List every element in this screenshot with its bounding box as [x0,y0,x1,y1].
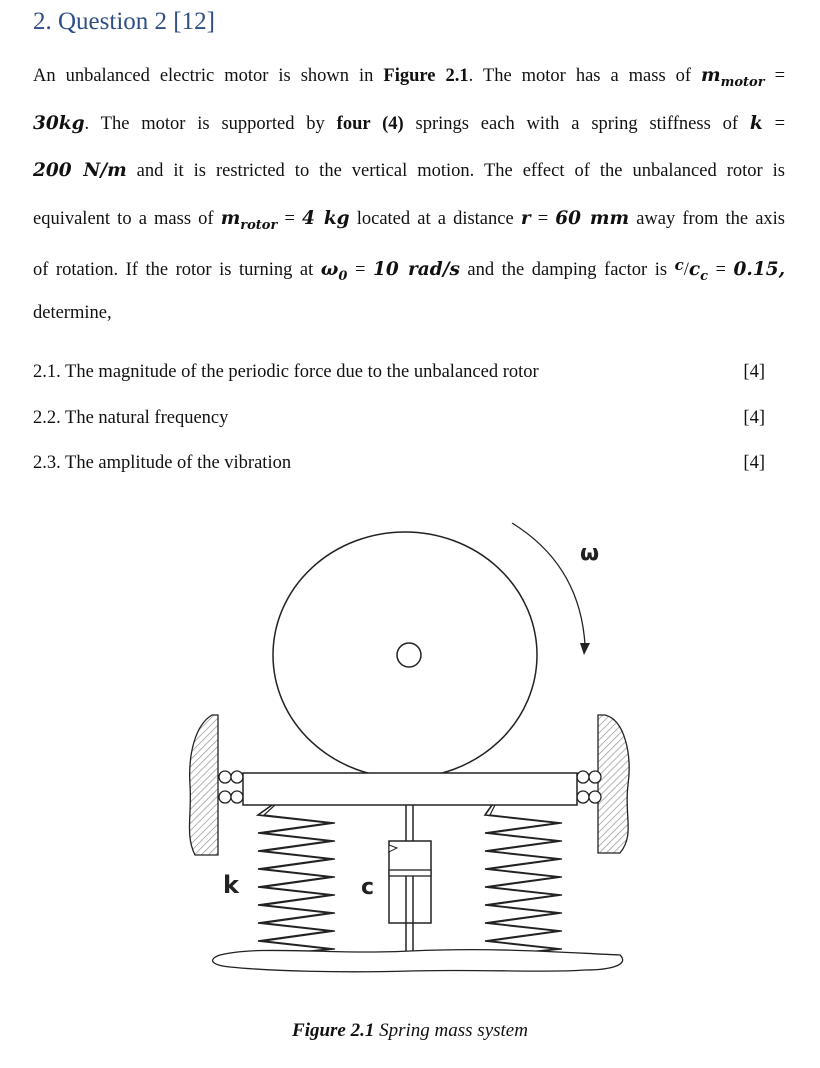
problem-statement [33,52,785,337]
right-wall [598,715,629,853]
c-label: c [361,875,375,900]
statement-line-3: 200 N/m and it is restricted to the vertical motion. The effect of the unbalanced rotor is [33,160,785,181]
motor-base-beam [243,773,577,805]
question-text: 2.2. The natural frequency [33,408,229,428]
ground [213,950,623,972]
omega-label: ω [580,541,600,566]
question-marks: [4] [743,453,765,473]
question-item [33,408,765,429]
statement-line-5: of rotation. If the rotor is turning at $\omega_0 = 10$ rad/s and the damping factor is $^c/c_c = 0.15$, [33,256,786,284]
question-marks: [4] [743,408,765,428]
question-item [33,362,765,383]
question-marks: [4] [743,362,765,382]
spring-mass-figure [180,515,640,995]
k-label: k [223,871,239,899]
left-spring [258,805,330,955]
left-wall [189,715,218,855]
figure-caption: Figure 2.1 Spring mass system [292,1020,528,1041]
rotor-axis [397,643,421,667]
question-text: 2.1. The magnitude of the periodic force due to the unbalanced rotor [33,362,539,382]
question-item [33,453,765,474]
page-title: 2. Question 2 [12] [33,8,215,35]
damper-piston [389,870,431,876]
question-text: 2.3. The amplitude of the vibration [33,453,292,473]
statement-line-2: 30kg. The motor is supported by four (4) springs each with a spring stiffness of k = [33,112,786,134]
damper-cylinder [389,841,431,923]
statement-line-4: equivalent to a mass of $m_{rotor} = 4$ kg located at a distance r = 60 mm away from the axis [33,207,785,233]
statement-line-1: An unbalanced electric motor is shown in Figure 2.1. The motor has a mass of $m_{motor}$ = [33,65,785,90]
rotation-arrowhead [580,643,590,655]
statement-line-6: determine, [33,302,112,323]
